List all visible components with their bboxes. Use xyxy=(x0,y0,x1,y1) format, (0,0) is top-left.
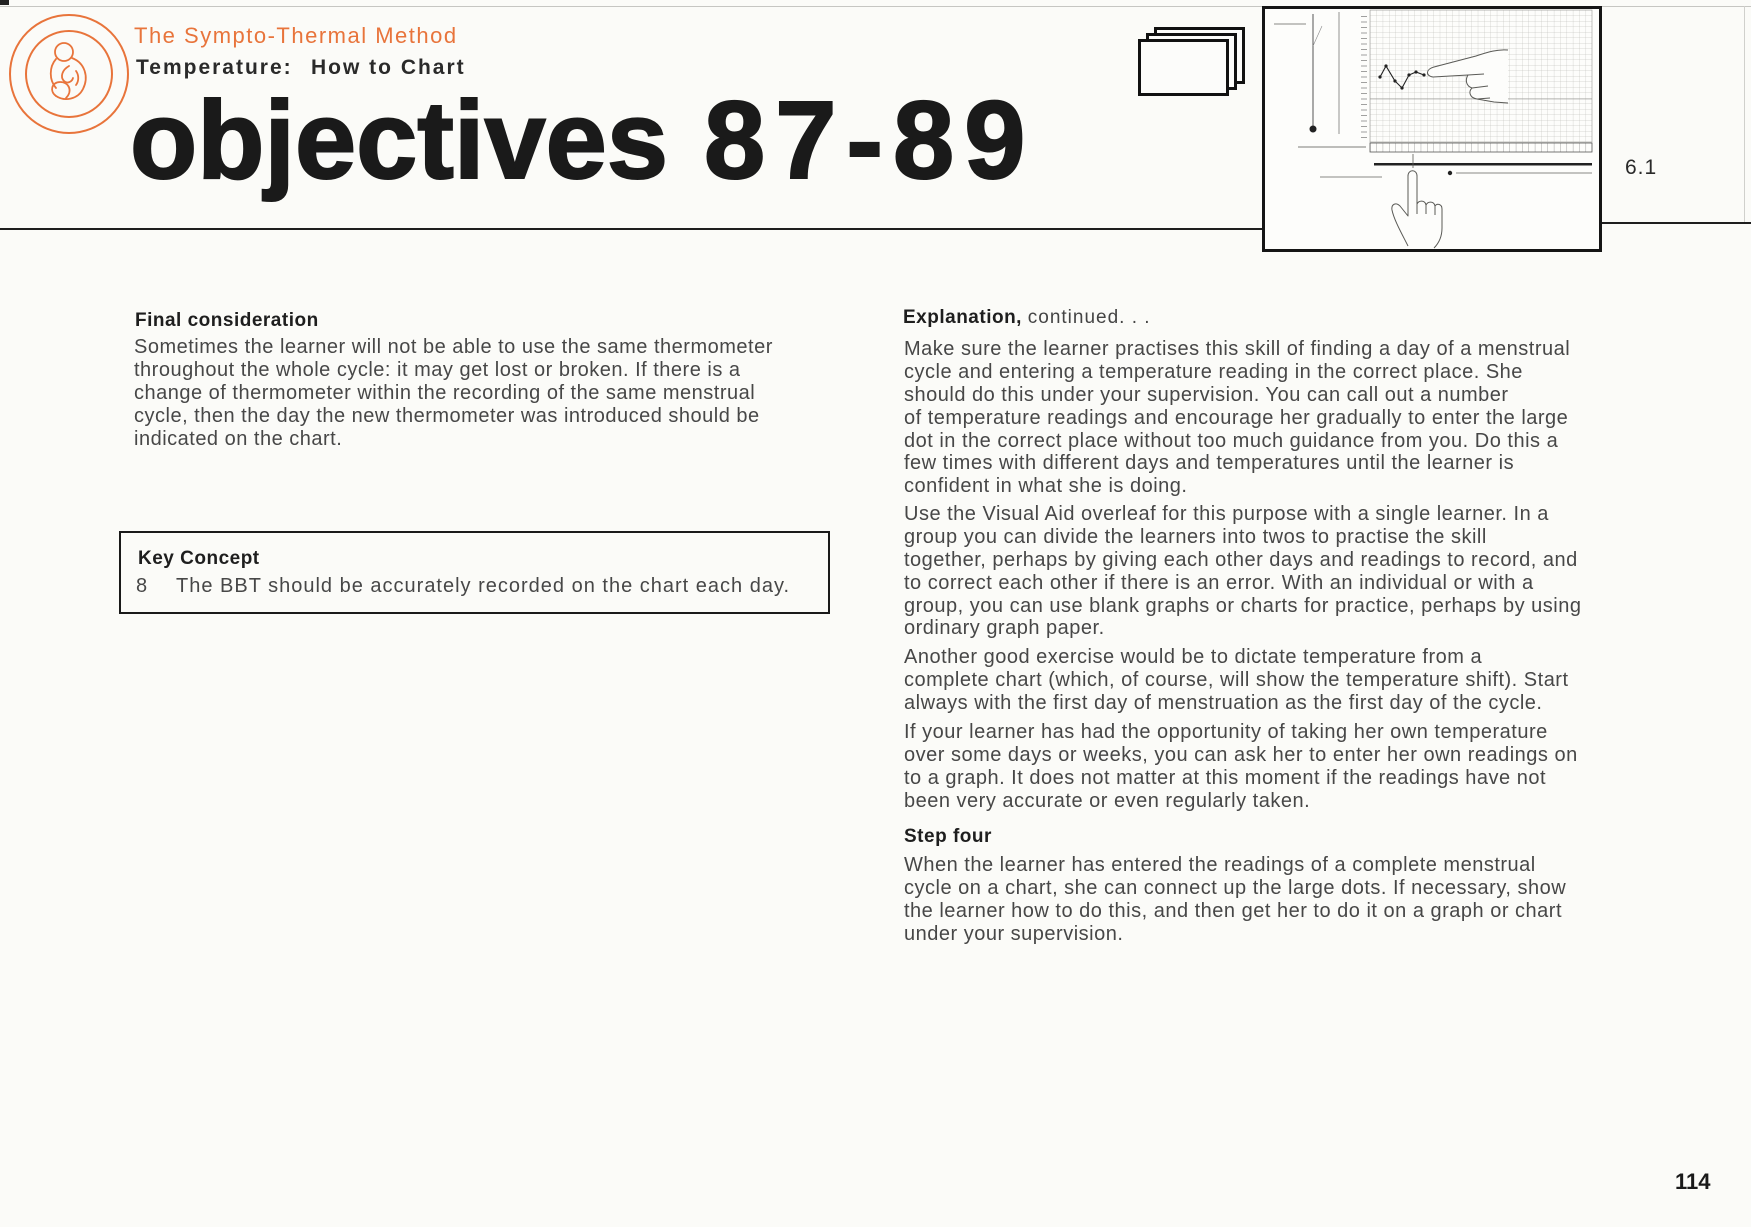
date-bar xyxy=(1374,163,1592,166)
logo-outer-ring xyxy=(10,15,128,133)
temperature-dot xyxy=(1400,86,1403,89)
temperature-dot xyxy=(1407,73,1410,76)
key-concept-number: 8 xyxy=(136,575,148,597)
scan-corner-mark xyxy=(0,0,9,5)
page-title xyxy=(130,79,1036,202)
logo-figure-detail xyxy=(76,71,78,85)
paragraph-line: When the learner has entered the readings of a complete menstrual xyxy=(904,854,1536,876)
explanation-paragraph-1 xyxy=(904,338,1570,498)
paragraph-line: complete chart (which, of course, will show the temperature shift). Start xyxy=(904,668,1569,691)
day-row xyxy=(1370,143,1592,152)
paragraph-line: group you can divide the learners into twos to practise the skill xyxy=(904,525,1487,548)
key-concept-box xyxy=(119,531,830,614)
paragraph-line: should do this under your supervision. You can call out a number xyxy=(904,383,1509,406)
sympto-thermal-logo xyxy=(6,11,132,137)
header-rule-right xyxy=(1602,222,1751,224)
section-label: Temperature: xyxy=(136,56,293,79)
key-concept-text: The BBT should be accurately recorded on the chart each day. xyxy=(176,575,791,597)
paragraph-line: always with the first day of menstruation as the first day of the cycle. xyxy=(904,691,1543,714)
paragraph-line: over some days or weeks, you can ask her to enter her own readings on xyxy=(904,743,1578,766)
page-title-word: objectives xyxy=(130,79,669,202)
paragraph-line: of temperature readings and encourage her gradually to enter the large xyxy=(904,406,1569,429)
temperature-dot xyxy=(1422,73,1425,76)
paragraph-line: cycle on a chart, she can connect up the large dots. If necessary, show xyxy=(904,876,1567,899)
page-title-range: 87-89 xyxy=(704,79,1036,202)
temperature-dot xyxy=(1384,64,1387,67)
page-number: 114 xyxy=(1675,1169,1711,1194)
final-consideration-heading: Final consideration xyxy=(135,310,319,331)
paragraph-line: to correct each other if there is an error. With an individual or with a xyxy=(904,571,1534,594)
paragraph-line: ordinary graph paper. xyxy=(904,617,1105,640)
paragraph-line: confident in what she is doing. xyxy=(904,475,1188,498)
paragraph-line: been very accurate or even regularly taken. xyxy=(904,789,1311,812)
logo-figure-head xyxy=(55,43,73,61)
logo-figure-legs xyxy=(52,82,69,98)
temperature-chart-illustration xyxy=(1262,6,1602,252)
paragraph-line: Another good exercise would be to dictate temperature from a xyxy=(904,646,1483,668)
explanation-paragraph-4 xyxy=(904,721,1578,813)
card-front xyxy=(1140,41,1228,95)
section-title: How to Chart xyxy=(311,56,466,79)
step-four-heading: Step four xyxy=(904,826,992,847)
section-number: 6.1 xyxy=(1625,156,1658,179)
paragraph-line: Make sure the learner practises this skill of finding a day of a menstrual xyxy=(904,338,1571,360)
explanation-paragraph-3 xyxy=(904,646,1569,715)
bullet-dot xyxy=(1448,171,1452,175)
paragraph-line: together, perhaps by giving each other days and readings to record, and xyxy=(904,548,1578,571)
step-four-paragraph xyxy=(904,854,1566,946)
paragraph-line: group, you can use blank graphs or charts for practice, perhaps by using xyxy=(904,594,1582,617)
temperature-dot xyxy=(1414,70,1417,73)
temperature-dot xyxy=(1378,75,1381,78)
header-rule xyxy=(0,228,1262,230)
header-right-edge xyxy=(1744,6,1745,223)
paragraph-line: dot in the correct place without too much guidance from you. Do this a xyxy=(904,429,1559,452)
thermometer-bulb xyxy=(1310,126,1317,133)
final-consideration-paragraph xyxy=(134,336,773,450)
paragraph-line: the learner how to do this, and then get her to do it on a graph or chart xyxy=(904,899,1563,922)
logo-figure-arm xyxy=(62,66,73,82)
temperature-dot xyxy=(1393,79,1396,82)
card-stack-icon xyxy=(1136,26,1248,98)
paragraph-line: cycle, then the day the new thermometer was introduced should be xyxy=(134,404,760,427)
series-title: The Sympto-Thermal Method xyxy=(134,23,458,48)
paragraph-line: Use the Visual Aid overleaf for this purpose with a single learner. In a xyxy=(904,503,1549,525)
explanation-heading xyxy=(903,306,1151,330)
logo-figure-body xyxy=(56,58,86,99)
paragraph-line: throughout the whole cycle: it may get lost or broken. If there is a xyxy=(134,358,741,381)
paragraph-line: to a graph. It does not matter at this moment if the readings have not xyxy=(904,766,1547,789)
temperature-scale xyxy=(1359,14,1369,138)
explanation-paragraph-2 xyxy=(904,503,1581,640)
logo-figure xyxy=(51,43,86,99)
paragraph-line: indicated on the chart. xyxy=(134,427,343,450)
explanation-heading-suffix: continued. . . xyxy=(1027,307,1151,328)
key-concept-heading: Key Concept xyxy=(138,548,260,569)
paragraph-line: cycle and entering a temperature reading in the correct place. She xyxy=(904,360,1523,383)
explanation-heading-label: Explanation, xyxy=(903,307,1022,328)
paragraph-line: Sometimes the learner will not be able to use the same thermometer xyxy=(134,336,773,358)
paragraph-line: under your supervision. xyxy=(904,922,1124,945)
paragraph-line: few times with different days and temperatures until the learner is xyxy=(904,452,1515,475)
paragraph-line: change of thermometer within the recording of the same menstrual xyxy=(134,381,756,404)
paragraph-line: If your learner has had the opportunity of taking her own temperature xyxy=(904,721,1548,743)
